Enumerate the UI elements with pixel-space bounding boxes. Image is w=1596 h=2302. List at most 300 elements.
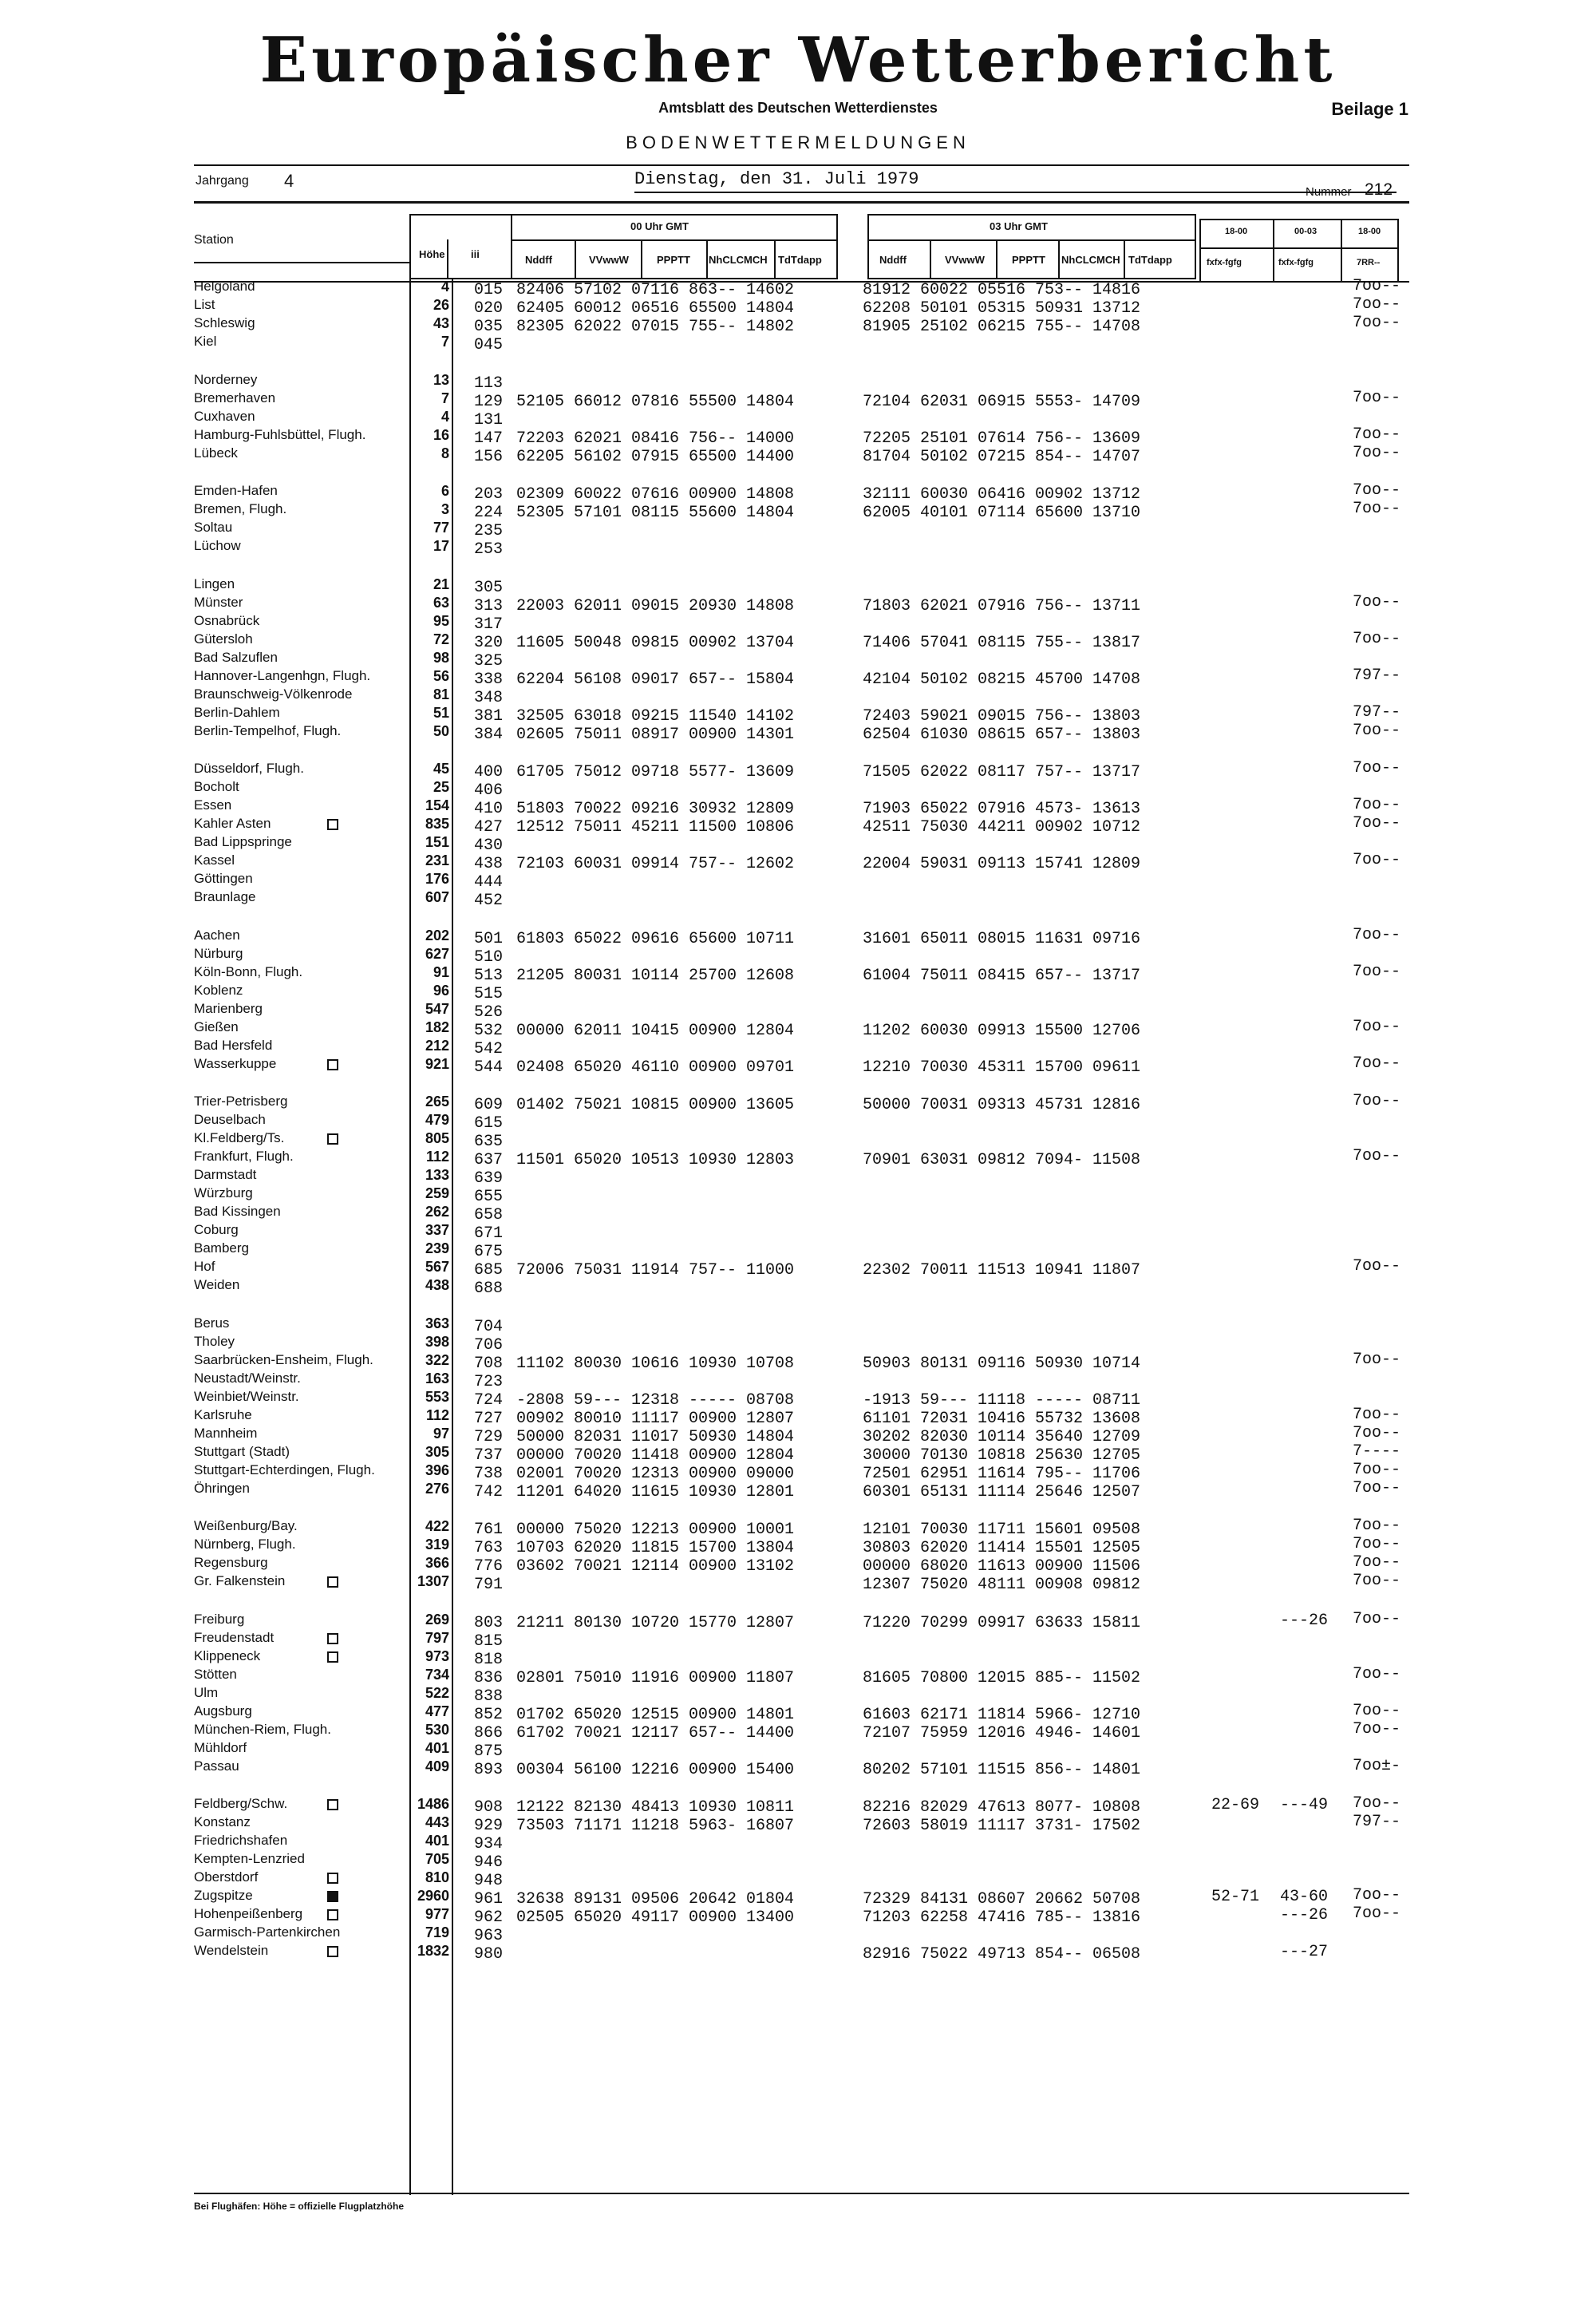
table-row <box>0 703 1596 726</box>
table-row <box>0 445 1596 464</box>
station-id: 934 <box>474 1835 504 1853</box>
precip-group: 7oo-- <box>1353 444 1401 462</box>
precip-group: 7oo-- <box>1353 926 1401 944</box>
obs-03-gmt: 71220 70299 09917 63633 15811 <box>863 1614 1141 1632</box>
precip-group: 7oo-- <box>1353 1147 1401 1165</box>
station-name: Oberstdorf <box>194 1869 259 1885</box>
header-gmt00: 00 Uhr GMT <box>630 220 689 232</box>
header-00-c1: Nddff <box>525 254 552 266</box>
header-00-c5: TdTdapp <box>778 254 822 266</box>
precip-group: 7oo-- <box>1353 759 1401 777</box>
station-hoehe: 337 <box>425 1222 449 1238</box>
table-row <box>0 983 1596 1001</box>
station-name: Ulm <box>194 1685 219 1700</box>
table-row <box>0 928 1596 946</box>
station-hoehe: 26 <box>433 297 449 313</box>
table-row <box>0 1371 1596 1389</box>
station-hoehe: 202 <box>425 928 449 943</box>
station-hoehe: 25 <box>433 779 449 795</box>
station-id: 384 <box>474 726 504 744</box>
station-id: 688 <box>474 1280 504 1298</box>
obs-00-gmt: 03602 70021 12114 00900 13102 <box>516 1557 795 1576</box>
precip-group: 7oo-- <box>1353 389 1401 407</box>
obs-03-gmt: 81905 25102 06215 755-- 14708 <box>863 318 1141 336</box>
station-name: Neustadt/Weinstr. <box>194 1371 301 1386</box>
beilage-label: Beilage 1 <box>1331 99 1408 119</box>
station-name: List <box>194 297 215 312</box>
table-row <box>0 1257 1596 1280</box>
obs-03-gmt: 71505 62022 08117 757-- 13717 <box>863 763 1141 781</box>
precip-group: 7oo-- <box>1353 1794 1401 1813</box>
station-name: Emden-Hafen <box>194 483 278 498</box>
obs-00-gmt: 52305 57101 08115 55600 14804 <box>516 504 795 522</box>
station-id: 818 <box>474 1651 504 1669</box>
station-name: Feldberg/Schw. <box>194 1796 288 1811</box>
station-id: 615 <box>474 1114 504 1133</box>
station-hoehe: 16 <box>433 427 449 443</box>
precip-group: 7oo-- <box>1353 1054 1401 1073</box>
station-id: 430 <box>474 837 504 855</box>
station-hoehe: 176 <box>425 871 449 887</box>
station-id: 320 <box>474 634 504 652</box>
station-id: 763 <box>474 1539 504 1557</box>
station-id: 893 <box>474 1761 504 1779</box>
table-row <box>0 1904 1596 1927</box>
station-hoehe: 396 <box>425 1462 449 1478</box>
obs-03-gmt: 30000 70130 10818 25630 12705 <box>863 1446 1141 1465</box>
station-hoehe: 77 <box>433 520 449 536</box>
station-name: Mannheim <box>194 1426 258 1441</box>
station-id: 685 <box>474 1261 504 1280</box>
station-hoehe: 1486 <box>417 1796 449 1812</box>
precip-group: 7oo-- <box>1353 796 1401 814</box>
station-hoehe: 63 <box>433 595 449 611</box>
nummer-value: 212 <box>1365 180 1393 199</box>
station-id: 156 <box>474 448 504 466</box>
station-id: 803 <box>474 1614 504 1632</box>
station-name: Passau <box>194 1758 239 1774</box>
station-id: 980 <box>474 1945 504 1964</box>
table-row <box>0 1112 1596 1133</box>
obs-03-gmt: 00000 68020 11613 00900 11506 <box>863 1557 1141 1576</box>
station-hoehe: 269 <box>425 1612 449 1628</box>
obs-03-gmt: 82216 82029 47613 8077- 10808 <box>863 1798 1141 1817</box>
obs-00-gmt: 61705 75012 09718 5577- 13609 <box>516 763 795 781</box>
station-hoehe: 95 <box>433 613 449 629</box>
obs-00-gmt: 82305 62022 07015 755-- 14802 <box>516 318 795 336</box>
station-name: Lübeck <box>194 445 238 461</box>
obs-03-gmt: 61101 72031 10416 55732 13608 <box>863 1410 1141 1428</box>
station-id: 526 <box>474 1003 504 1022</box>
station-id: 706 <box>474 1336 504 1355</box>
station-name: Schleswig <box>194 315 255 330</box>
station-name: Norderney <box>194 372 258 387</box>
station-id: 658 <box>474 1206 504 1224</box>
obs-00-gmt: 12122 82130 48413 10930 10811 <box>516 1798 795 1817</box>
precip-group: 7oo-- <box>1353 1424 1401 1442</box>
table-row <box>0 1518 1596 1537</box>
station-hoehe: 477 <box>425 1703 449 1719</box>
precip-group: 7oo-- <box>1353 1720 1401 1738</box>
table-row <box>0 1001 1596 1022</box>
station-name: Wendelstein <box>194 1943 269 1958</box>
precip-group: 7oo-- <box>1353 1572 1401 1590</box>
precip-group: 7oo-- <box>1353 1517 1401 1535</box>
obs-00-gmt: 00000 70020 11418 00900 12804 <box>516 1446 795 1465</box>
precip-group: 7oo-- <box>1353 1702 1401 1720</box>
obs-03-gmt: 81704 50102 07215 854-- 14707 <box>863 448 1141 466</box>
precip-group: 7oo-- <box>1353 1257 1401 1276</box>
table-row <box>0 1019 1596 1038</box>
station-id: 035 <box>474 318 504 336</box>
table-row <box>0 666 1596 689</box>
obs-03-gmt: 50000 70031 09313 45731 12816 <box>863 1096 1141 1114</box>
station-hoehe: 239 <box>425 1240 449 1256</box>
table-row <box>0 686 1596 705</box>
table-row <box>0 964 1596 983</box>
station-hoehe: 4 <box>440 409 449 425</box>
station-id: 325 <box>474 652 504 670</box>
table-bottom-rule <box>194 2193 1409 2194</box>
header-03-c4: NhCLCMCH <box>1061 254 1120 266</box>
station-name: Hohenpeißenberg <box>194 1906 303 1921</box>
station-name: Stuttgart (Stadt) <box>194 1444 290 1459</box>
obs-03-gmt: 60301 65131 11114 25646 12507 <box>863 1483 1141 1501</box>
station-name: Bremen, Flugh. <box>194 501 287 516</box>
table-row <box>0 390 1596 409</box>
station-hoehe: 98 <box>433 650 449 666</box>
obs-00-gmt: 11102 80030 10616 10930 10708 <box>516 1355 795 1373</box>
station-hoehe: 305 <box>425 1444 449 1460</box>
table-row <box>0 1407 1596 1426</box>
station-id: 875 <box>474 1742 504 1761</box>
obs-03-gmt: 22004 59031 09113 15741 12809 <box>863 855 1141 873</box>
table-row <box>0 1703 1596 1722</box>
header-sep <box>1058 239 1060 279</box>
station-hoehe: 401 <box>425 1833 449 1849</box>
precip-group: 7oo-- <box>1353 1092 1401 1110</box>
station-hoehe: 154 <box>425 797 449 813</box>
table-row <box>0 1222 1596 1243</box>
station-name: München-Riem, Flugh. <box>194 1722 331 1737</box>
table-row <box>0 1943 1596 1964</box>
station-hoehe: 133 <box>425 1167 449 1183</box>
table-row <box>0 315 1596 334</box>
nummer-label: Nummer <box>1306 185 1352 199</box>
table-row <box>0 595 1596 613</box>
station-hoehe: 1307 <box>417 1573 449 1589</box>
table-row <box>0 1924 1596 1943</box>
station-id: 737 <box>474 1446 504 1465</box>
table-row <box>0 425 1596 448</box>
station-hoehe: 212 <box>425 1038 449 1054</box>
station-name: Düsseldorf, Flugh. <box>194 761 304 776</box>
station-name: Marienberg <box>194 1001 263 1016</box>
station-hoehe: 97 <box>433 1426 449 1442</box>
header-sep <box>1199 247 1399 249</box>
station-name: Darmstadt <box>194 1167 257 1182</box>
station-hoehe: 530 <box>425 1722 449 1738</box>
station-id: 723 <box>474 1373 504 1391</box>
table-row <box>0 1149 1596 1167</box>
station-id: 131 <box>474 411 504 429</box>
station-hoehe: 443 <box>425 1814 449 1830</box>
station-name: Bamberg <box>194 1240 249 1256</box>
obs-03-gmt: 72205 25101 07614 756-- 13609 <box>863 429 1141 448</box>
station-name: Wasserkuppe <box>194 1056 277 1071</box>
station-name: Nürburg <box>194 946 243 961</box>
obs-03-gmt: 12307 75020 48111 00908 09812 <box>863 1576 1141 1594</box>
station-id: 510 <box>474 948 504 967</box>
station-hoehe: 805 <box>425 1130 449 1146</box>
obs-03-gmt: 62504 61030 08615 657-- 13803 <box>863 726 1141 744</box>
mountain-station-marker <box>327 1946 338 1957</box>
precip-group: 797-- <box>1353 1813 1401 1831</box>
station-hoehe: 276 <box>425 1481 449 1497</box>
footnote: Bei Flughäfen: Höhe = offizielle Flugplatzhöhe <box>194 2201 405 2212</box>
table-row <box>0 834 1596 855</box>
station-name: Saarbrücken-Ensheim, Flugh. <box>194 1352 373 1367</box>
obs-03-gmt: 62005 40101 07114 65600 13710 <box>863 504 1141 522</box>
station-id: 452 <box>474 892 504 910</box>
precip-group: 7---- <box>1353 1442 1401 1461</box>
table-row <box>0 1794 1596 1817</box>
precip-group: 7oo-- <box>1353 630 1401 648</box>
precip-group: 7oo-- <box>1353 1018 1401 1036</box>
station-hoehe: 734 <box>425 1667 449 1683</box>
station-id: 637 <box>474 1151 504 1169</box>
precip-group: 7oo-- <box>1353 814 1401 833</box>
mountain-station-marker <box>327 1633 338 1644</box>
table-row <box>0 520 1596 538</box>
station-hoehe: 1832 <box>417 1943 449 1959</box>
table-row <box>0 1240 1596 1259</box>
table-row <box>0 1352 1596 1371</box>
header-gmt03: 03 Uhr GMT <box>990 220 1048 232</box>
obs-00-gmt: 01702 65020 12515 00900 14801 <box>516 1706 795 1724</box>
station-hoehe: 322 <box>425 1352 449 1368</box>
table-row <box>0 1537 1596 1555</box>
station-name: Braunlage <box>194 889 256 904</box>
header-rule-station <box>194 262 409 263</box>
obs-00-gmt: 12512 75011 45211 11500 10806 <box>516 818 795 837</box>
station-name: Augsburg <box>194 1703 252 1719</box>
table-row <box>0 650 1596 668</box>
obs-00-gmt: 02001 70020 12313 00900 09000 <box>516 1465 795 1483</box>
station-id: 738 <box>474 1465 504 1483</box>
station-name: Kassel <box>194 852 235 868</box>
station-id: 908 <box>474 1798 504 1817</box>
obs-03-gmt: 50903 80131 09116 50930 10714 <box>863 1355 1141 1373</box>
precip-group: 7oo-- <box>1353 314 1401 332</box>
obs-00-gmt: 21205 80031 10114 25700 12608 <box>516 967 795 985</box>
precip-group: 7oo-- <box>1353 295 1401 314</box>
station-id: 406 <box>474 781 504 800</box>
station-id: 852 <box>474 1706 504 1724</box>
station-hoehe: 627 <box>425 946 449 962</box>
precip-group: 7oo-- <box>1353 1665 1401 1683</box>
table-row <box>0 1648 1596 1667</box>
header-00-c3: PPPTT <box>657 254 690 266</box>
header-extra-b3: 7RR-- <box>1357 258 1381 267</box>
obs-03-gmt: -1913 59--- 11118 ----- 08711 <box>863 1391 1141 1410</box>
station-id: 708 <box>474 1355 504 1373</box>
station-name: Bad Salzuflen <box>194 650 278 665</box>
table-row <box>0 295 1596 318</box>
obs-03-gmt: 31601 65011 08015 11631 09716 <box>863 930 1141 948</box>
table-row <box>0 1130 1596 1149</box>
table-row <box>0 1888 1596 1906</box>
obs-00-gmt: 00000 75020 12213 00900 10001 <box>516 1521 795 1539</box>
table-row <box>0 1685 1596 1706</box>
header-sep <box>1273 219 1274 283</box>
table-row <box>0 1442 1596 1465</box>
gust-18-00: 52-71 <box>1211 1888 1260 1906</box>
precip-group: 7oo±- <box>1353 1757 1401 1775</box>
section-title: BODENWETTERMELDUNGEN <box>626 133 970 152</box>
station-name: Trier-Petrisberg <box>194 1094 288 1109</box>
station-name: Aachen <box>194 928 240 943</box>
obs-03-gmt: 71903 65022 07916 4573- 13613 <box>863 800 1141 818</box>
station-name: Frankfurt, Flugh. <box>194 1149 294 1164</box>
table-row <box>0 1315 1596 1334</box>
obs-03-gmt: 62208 50101 05315 50931 13712 <box>863 299 1141 318</box>
station-id: 235 <box>474 522 504 540</box>
station-name: Osnabrück <box>194 613 260 628</box>
station-name: Karlsruhe <box>194 1407 252 1422</box>
station-name: Kahler Asten <box>194 816 271 831</box>
station-id: 838 <box>474 1687 504 1706</box>
station-name: Mühldorf <box>194 1740 247 1755</box>
obs-00-gmt: 10703 62020 11815 15700 13804 <box>516 1539 795 1557</box>
station-id: 045 <box>474 336 504 354</box>
obs-00-gmt: 51803 70022 09216 30932 12809 <box>516 800 795 818</box>
obs-00-gmt: 11501 65020 10513 10930 12803 <box>516 1151 795 1169</box>
station-id: 381 <box>474 707 504 726</box>
precip-group: 7oo-- <box>1353 722 1401 740</box>
station-id: 609 <box>474 1096 504 1114</box>
mountain-station-marker <box>327 1909 338 1920</box>
obs-03-gmt: 71406 57041 08115 755-- 13817 <box>863 634 1141 652</box>
station-name: Hannover-Langenhgn, Flugh. <box>194 668 371 683</box>
precip-group: 797-- <box>1353 666 1401 685</box>
table-row <box>0 723 1596 742</box>
obs-00-gmt: -2808 59--- 12318 ----- 08708 <box>516 1391 795 1410</box>
station-id: 224 <box>474 504 504 522</box>
table-row <box>0 1481 1596 1499</box>
station-name: Berus <box>194 1315 230 1331</box>
mountain-station-marker <box>327 1133 338 1145</box>
station-name: Gütersloh <box>194 631 253 647</box>
header-sep <box>706 239 708 279</box>
station-id: 761 <box>474 1521 504 1539</box>
obs-03-gmt: 12210 70030 45311 15700 09611 <box>863 1058 1141 1077</box>
station-hoehe: 797 <box>425 1630 449 1646</box>
station-name: Freiburg <box>194 1612 245 1627</box>
table-row <box>0 481 1596 504</box>
station-hoehe: 401 <box>425 1740 449 1756</box>
precip-group: 7oo-- <box>1353 1886 1401 1904</box>
table-row <box>0 814 1596 837</box>
station-id: 836 <box>474 1669 504 1687</box>
table-row <box>0 501 1596 520</box>
obs-03-gmt: 61603 62171 11814 5966- 12710 <box>863 1706 1141 1724</box>
table-row <box>0 1553 1596 1576</box>
station-hoehe: 4 <box>440 279 449 295</box>
station-id: 400 <box>474 763 504 781</box>
obs-00-gmt: 11605 50048 09815 00902 13704 <box>516 634 795 652</box>
station-hoehe: 835 <box>425 816 449 832</box>
precip-group: 7oo-- <box>1353 851 1401 869</box>
station-hoehe: 547 <box>425 1001 449 1017</box>
obs-00-gmt: 62205 56102 07915 65500 14400 <box>516 448 795 466</box>
station-hoehe: 438 <box>425 1277 449 1293</box>
table-row <box>0 871 1596 892</box>
station-id: 776 <box>474 1557 504 1576</box>
station-hoehe: 398 <box>425 1334 449 1350</box>
header-00-c4: NhCLCMCH <box>709 254 768 266</box>
table-row <box>0 1630 1596 1651</box>
station-name: Hof <box>194 1259 215 1274</box>
gust-00-03: ---26 <box>1280 1612 1329 1630</box>
obs-03-gmt: 71803 62021 07916 756-- 13711 <box>863 597 1141 615</box>
station-hoehe: 705 <box>425 1851 449 1867</box>
station-hoehe: 319 <box>425 1537 449 1552</box>
station-id: 542 <box>474 1040 504 1058</box>
obs-00-gmt: 50000 82031 11017 50930 14804 <box>516 1428 795 1446</box>
station-id: 729 <box>474 1428 504 1446</box>
mountain-station-marker <box>327 819 338 830</box>
header-sep <box>996 239 998 279</box>
table-row <box>0 852 1596 871</box>
obs-00-gmt: 02801 75010 11916 00900 11807 <box>516 1669 795 1687</box>
header-extra-t1: 18-00 <box>1225 227 1248 236</box>
table-row <box>0 576 1596 595</box>
station-name: Gr. Falkenstein <box>194 1573 286 1588</box>
station-id: 338 <box>474 670 504 689</box>
station-hoehe: 719 <box>425 1924 449 1940</box>
station-id: 532 <box>474 1022 504 1040</box>
obs-03-gmt: 72329 84131 08607 20662 50708 <box>863 1890 1141 1908</box>
station-id: 348 <box>474 689 504 707</box>
station-name: Münster <box>194 595 243 610</box>
table-row <box>0 1722 1596 1740</box>
station-name: Garmisch-Partenkirchen <box>194 1924 341 1940</box>
station-id: 671 <box>474 1224 504 1243</box>
table-row <box>0 1851 1596 1872</box>
station-name: Koblenz <box>194 983 243 998</box>
station-hoehe: 182 <box>425 1019 449 1035</box>
station-name: Bocholt <box>194 779 239 794</box>
obs-00-gmt: 02408 65020 46110 00900 09701 <box>516 1058 795 1077</box>
jahrgang-label: Jahrgang <box>196 174 249 188</box>
header-03-c5: TdTdapp <box>1128 254 1172 266</box>
station-id: 724 <box>474 1391 504 1410</box>
station-id: 791 <box>474 1576 504 1594</box>
station-id: 147 <box>474 429 504 448</box>
station-hoehe: 13 <box>433 372 449 388</box>
station-id: 501 <box>474 930 504 948</box>
table-row <box>0 797 1596 816</box>
table-row <box>0 1167 1596 1188</box>
station-name: Bad Lippspringe <box>194 834 292 849</box>
obs-00-gmt: 73503 71171 11218 5963- 16807 <box>516 1817 795 1835</box>
table-row <box>0 1389 1596 1410</box>
header-rule-top <box>194 164 1409 166</box>
station-hoehe: 50 <box>433 723 449 739</box>
header-sep <box>1341 219 1342 283</box>
obs-00-gmt: 62204 56108 09017 657-- 15804 <box>516 670 795 689</box>
